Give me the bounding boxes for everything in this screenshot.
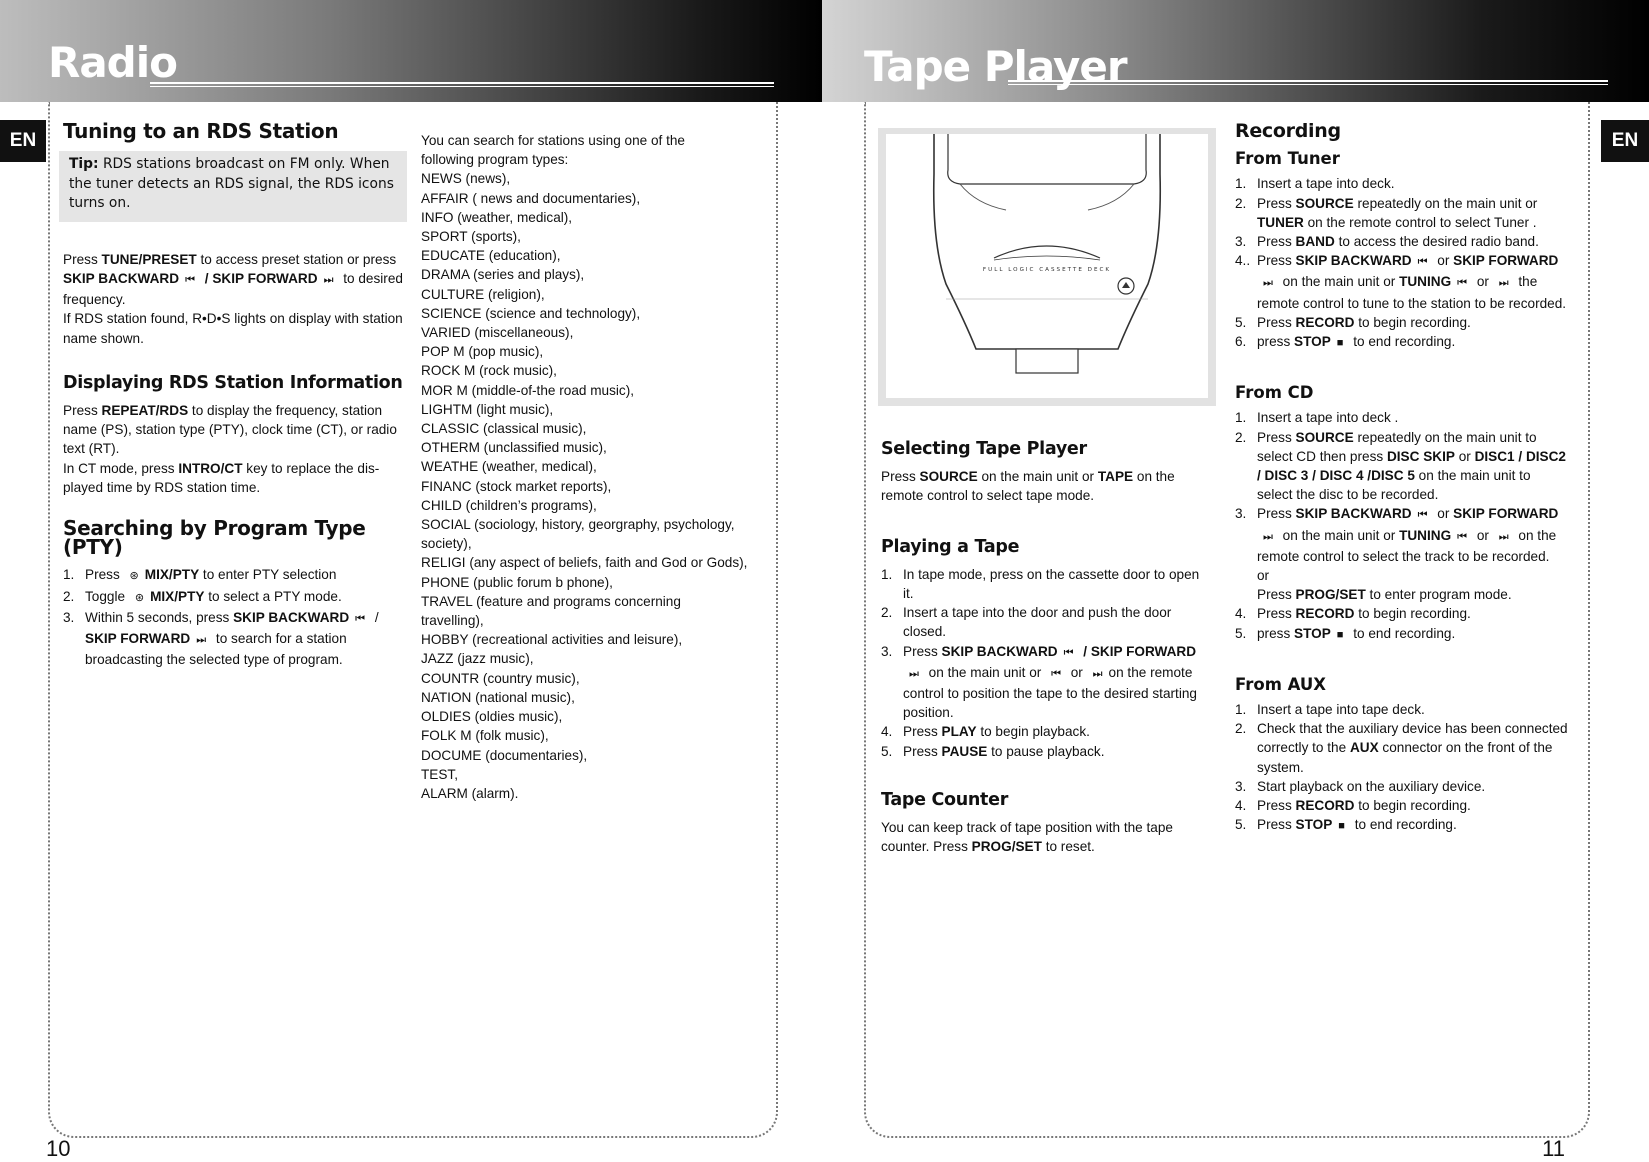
list-item: 2. Toggle ⊛ MIX/PTY to select a PTY mode. xyxy=(63,587,403,608)
tape-column xyxy=(881,440,1213,856)
key-label: TUNING xyxy=(1399,274,1452,290)
header-rule xyxy=(1008,80,1608,85)
section-rds-tuning xyxy=(63,119,403,348)
text: to enter PTY selection xyxy=(199,567,337,583)
list-item: 2. Check that the auxiliary device has been connected correctly to the AUX connector on the front of the system. xyxy=(1235,721,1568,775)
key-label: SOURCE xyxy=(1295,429,1354,445)
key-label: RECORD xyxy=(1295,314,1355,330)
section-heading: Selecting Tape Player xyxy=(881,439,1087,459)
tip-text: RDS stations broadcast on FM only. When the tuner detects an RDS signal, the RDS icons turns on. xyxy=(69,156,394,212)
language-tab: EN xyxy=(0,120,46,162)
text: In tape mode, press on the cassette door to open it. xyxy=(903,566,1200,602)
text: Press xyxy=(63,251,102,267)
pty-type-item: INFO (weather, medical), xyxy=(421,209,573,225)
subsection-heading: From AUX xyxy=(1235,674,1327,694)
skip-backward-icon: ⏮ xyxy=(1051,667,1061,680)
skip-backward-icon: ⏮ xyxy=(1457,530,1468,543)
key-label: SKIP FORWARD xyxy=(85,630,191,646)
text: repeatedly on the main unit to select CD then press xyxy=(1257,429,1537,464)
section-selecting-tape xyxy=(881,440,1213,506)
list-item: 2. Press SOURCE repeatedly on the main unit or TUNER on the remote control to select Tuner . xyxy=(1235,195,1538,230)
pty-type-item: travelling), xyxy=(421,613,484,629)
text: Insert a tape into the door and push the door closed. xyxy=(903,605,1172,640)
cassette-deck-image xyxy=(878,128,1216,406)
section-heading: Recording xyxy=(1235,120,1341,142)
text: to end recording. xyxy=(1350,817,1457,833)
paragraph xyxy=(63,250,403,310)
subsection-heading: From CD xyxy=(1235,383,1314,403)
skip-backward-icon: ⏮ xyxy=(1417,256,1428,269)
pty-type-item: PHONE (public forum b phone), xyxy=(421,574,613,590)
skip-forward-icon: ⏭ xyxy=(1263,530,1273,543)
skip-backward-icon: ⏮ xyxy=(355,612,366,625)
paragraph xyxy=(63,401,403,459)
text: to pause playback. xyxy=(987,743,1105,759)
pty-type-item: OLDIES (oldies music), xyxy=(421,709,563,725)
pty-type-item: JAZZ (jazz music), xyxy=(421,651,534,667)
section-rds-info xyxy=(63,374,403,497)
pty-type-list xyxy=(421,169,761,803)
text: Press xyxy=(1257,195,1296,211)
pty-type-item: MOR M (middle-of-the road music), xyxy=(421,382,635,398)
list-item: 1. Insert a tape into deck. xyxy=(1235,176,1395,192)
tip-label: Tip: xyxy=(69,156,99,173)
pty-type-item: VARIED (miscellaneous), xyxy=(421,325,574,341)
key-label: PROG/SET xyxy=(1295,587,1366,603)
text: or xyxy=(1433,506,1454,522)
list-item: 3. Press SKIP BACKWARD ⏮ / SKIP FORWARD⏭ on the main unit or ⏮ or ⏭ on the remote control to position the tape to the desired starting position. xyxy=(881,643,1197,721)
skip-backward-icon: ⏮ xyxy=(1457,277,1468,290)
steps-list xyxy=(881,565,1213,761)
text: to select a PTY mode. xyxy=(204,588,342,604)
key-label: RECORD xyxy=(1295,606,1355,622)
list-item: 1. In tape mode, press on the cassette door to open it. xyxy=(881,566,1200,602)
section-heading: Searching by Program Type (PTY) xyxy=(63,515,366,560)
text: the remote control to tune to the station to be recorded. xyxy=(1257,274,1567,311)
section-pty-search xyxy=(63,515,403,669)
pty-type-item: CHILD (children’s programs), xyxy=(421,497,597,513)
list-item: 5. Press STOP ■ to end recording. xyxy=(1235,815,1569,836)
key-label: REPEAT/RDS xyxy=(101,402,189,418)
deck-label: FULL LOGIC CASSETTE DECK xyxy=(982,267,1112,273)
skip-forward-icon: ⏭ xyxy=(196,633,207,646)
key-label: RECORD xyxy=(1295,798,1355,814)
key-label: TAPE xyxy=(1097,469,1134,485)
text: Start playback on the auxiliary device. xyxy=(1257,778,1486,794)
key-label: STOP xyxy=(1295,817,1333,833)
stop-icon: ■ xyxy=(1336,337,1344,350)
text: key to replace the dis-played time by RDS station time. xyxy=(63,460,380,495)
key-label: SOURCE xyxy=(919,469,978,485)
key-label: MIX/PTY xyxy=(144,567,200,583)
mix-icon: ⊛ xyxy=(134,591,145,604)
text: Press xyxy=(1257,253,1296,269)
pty-type-item: EDUCATE (education), xyxy=(421,248,561,264)
text: In CT mode, press xyxy=(63,460,179,476)
list-item: 2. Insert a tape into the door and push the door closed. xyxy=(881,605,1172,640)
skip-backward-icon: ⏮ xyxy=(1417,509,1428,522)
list-item: 3. Press BAND to access the desired radio band. xyxy=(1235,234,1539,250)
pty-intro: You can search for stations using one of the following program types: xyxy=(421,133,685,168)
key-label: AUX xyxy=(1349,740,1379,756)
text: on the main unit or xyxy=(1278,274,1400,290)
text: on the main unit or xyxy=(977,469,1098,485)
text: to begin playback. xyxy=(976,724,1090,740)
text: to enter program mode. xyxy=(1365,587,1512,603)
text: Check that the auxiliary device has been connected correctly to the xyxy=(1257,721,1568,756)
text: Press xyxy=(881,469,920,485)
text: Press xyxy=(1257,234,1296,250)
text: or xyxy=(1473,527,1493,543)
text: Press xyxy=(903,724,942,740)
image-frame xyxy=(886,134,1208,398)
text: Insert a tape into deck . xyxy=(1257,410,1399,426)
pty-type-item: TRAVEL (feature and programs concerning xyxy=(421,593,681,609)
pty-type-item: society), xyxy=(421,536,472,552)
pty-type-item: FOLK M (folk music), xyxy=(421,728,549,744)
pty-type-item: NATION (national music), xyxy=(421,689,575,705)
text: to end recording. xyxy=(1349,334,1456,350)
text: on the remote control to select Tuner . xyxy=(1303,214,1537,230)
text: Press xyxy=(85,567,124,583)
key-label: SKIP BACKWARD xyxy=(63,270,180,286)
text: on the main unit to select the disc to be recorded. xyxy=(1257,468,1531,503)
text: or xyxy=(1454,448,1475,464)
list-item: 1. Insert a tape into tape deck. xyxy=(1235,702,1425,718)
text: / xyxy=(371,609,379,625)
list-item: 5. press STOP ■ to end recording. xyxy=(1235,624,1569,645)
pty-type-item: TEST, xyxy=(421,766,459,782)
key-label: BAND xyxy=(1295,234,1335,250)
pty-type-item: COUNTR (country music), xyxy=(421,670,580,686)
text: Press xyxy=(1257,587,1296,603)
list-item xyxy=(1235,251,1569,313)
text: to access preset station or press xyxy=(196,251,397,267)
key-label: TUNER xyxy=(1257,214,1304,230)
text: Press xyxy=(1257,606,1296,622)
mix-icon: ⊛ xyxy=(129,570,139,583)
language-tab: EN xyxy=(1601,120,1649,162)
list-item: 3. Press SKIP BACKWARD ⏮ or SKIP FORWARD⏭ on the main unit or TUNING ⏮ or ⏭ on the remote control to select the track to be recorded. or Press PROG/SET to enter program mode. xyxy=(1235,506,1559,603)
text: on the remote control to select tape mode. xyxy=(881,469,1175,504)
pty-type-item: RELIGI (any aspect of beliefs, faith and God or Gods), xyxy=(421,555,748,571)
text: to search for a station broadcasting the selected type of program. xyxy=(85,630,347,668)
skip-backward-icon: ⏮ xyxy=(1063,646,1074,659)
section-heading: Tape Counter xyxy=(881,789,1009,810)
text: on the remote control to select the track to be recorded. xyxy=(1257,527,1557,564)
skip-forward-icon: ⏭ xyxy=(1498,277,1509,290)
section-playing-tape xyxy=(881,538,1213,761)
text: connector on the front of the system. xyxy=(1257,740,1553,775)
pty-type-item: ROCK M (rock music), xyxy=(421,363,557,379)
list-item: 1. Insert a tape into deck . xyxy=(1235,410,1399,426)
pty-type-item: SPORT (sports), xyxy=(421,229,521,245)
text: You can keep track of tape position with the tape counter. Press xyxy=(881,820,1173,855)
pty-type-item: HOBBY (recreational activities and leisure), xyxy=(421,632,683,648)
key-label: STOP xyxy=(1294,625,1331,641)
pty-type-item: DOCUME (documentaries), xyxy=(421,747,588,763)
list-item: 5. Press PAUSE to pause playback. xyxy=(881,743,1105,759)
header-band xyxy=(0,0,822,102)
steps-list-tuner xyxy=(1235,174,1569,353)
list-item: 3. Within 5 seconds, press SKIP BACKWARD ⏮ / SKIP FORWARD ⏭ to search for a station broadcasting the selected type of program. xyxy=(63,609,379,668)
pty-type-item: FINANC (stock market reports), xyxy=(421,478,612,494)
text: or xyxy=(1257,568,1270,584)
skip-forward-icon: ⏭ xyxy=(1498,530,1509,543)
list-item: 4. Press RECORD to begin recording. xyxy=(1235,798,1471,814)
pty-type-item: LIGHTM (light music), xyxy=(421,401,554,417)
text: on the remote control to position the tape to the desired starting position. xyxy=(903,664,1197,721)
key-label: DISC1 / DISC2 / DISC 3 / DISC 4 /DISC 5 xyxy=(1257,448,1566,484)
text: Press xyxy=(1257,314,1296,330)
key-label: TUNING xyxy=(1399,527,1452,543)
section-heading: Displaying RDS Station Information xyxy=(63,372,403,393)
key-label: PLAY xyxy=(941,724,977,740)
paragraph xyxy=(881,467,1213,505)
key-label: SKIP BACKWARD xyxy=(233,609,350,625)
key-label: SKIP BACKWARD xyxy=(1295,506,1412,522)
list-item: 5. Press RECORD to begin recording. xyxy=(1235,314,1471,330)
steps-list-cd xyxy=(1235,408,1569,644)
text: / xyxy=(200,270,213,286)
page-number: 10 xyxy=(46,1136,71,1161)
text: press xyxy=(1257,625,1295,641)
key-label: / SKIP FORWARD xyxy=(1079,643,1197,659)
page-left xyxy=(0,0,822,1162)
text: Insert a tape into tape deck. xyxy=(1257,702,1425,718)
cassette-deck-illustration xyxy=(886,134,1208,398)
skip-forward-icon: ⏭ xyxy=(1263,277,1273,290)
key-label: PAUSE xyxy=(941,743,988,759)
page-number: 11 xyxy=(1542,1136,1565,1161)
list-item: 4. Press PLAY to begin playback. xyxy=(881,724,1090,740)
steps-list-aux xyxy=(1235,700,1569,836)
text: on the main unit or xyxy=(924,664,1046,680)
key-label: SOURCE xyxy=(1295,195,1354,211)
page-title: Tape Player xyxy=(864,42,1127,91)
tip-box xyxy=(59,151,407,222)
key-label: TUNE/PRESET xyxy=(101,251,197,267)
key-label: DISC SKIP xyxy=(1386,448,1455,464)
pty-type-item: POP M (pop music), xyxy=(421,344,544,360)
paragraph xyxy=(881,818,1213,856)
text: Toggle xyxy=(85,588,129,604)
key-label: SKIP BACKWARD xyxy=(941,643,1058,659)
text: to begin recording. xyxy=(1354,314,1471,330)
pty-type-item: SOCIAL (sociology, history, georgraphy, psychology, xyxy=(421,517,735,533)
text: or xyxy=(1433,253,1454,269)
text: to reset. xyxy=(1041,839,1095,855)
text: to end recording. xyxy=(1349,625,1456,641)
left-column xyxy=(63,119,403,669)
list-item: 4. Press RECORD to begin recording. xyxy=(1235,606,1471,622)
text: press xyxy=(1257,334,1295,350)
text: on the main unit or xyxy=(1278,527,1400,543)
pty-type-item: CLASSIC (classical music), xyxy=(421,421,587,437)
list-item: 2. Press SOURCE repeatedly on the main unit to select CD then press DISC SKIP or DISC1 / DISC2 / DISC 3 / DISC 4 /DISC 5 on the main unit to select the disc to be recorded. xyxy=(1235,429,1566,503)
pty-type-item: DRAMA (series and plays), xyxy=(421,267,585,283)
text: Press xyxy=(63,402,102,418)
pty-type-item: WEATHE (weather, medical), xyxy=(421,459,597,475)
text: Press xyxy=(903,743,942,759)
text: or xyxy=(1473,274,1493,290)
subsection-heading: From Tuner xyxy=(1235,149,1340,169)
key-label: SKIP FORWARD xyxy=(1453,506,1559,522)
key-label: SKIP FORWARD xyxy=(212,270,318,286)
text: to desired frequency. xyxy=(63,270,403,308)
text: to begin recording. xyxy=(1354,798,1471,814)
text: to display the frequency, station name (PS), station type (PTY), clock time (CT), or radio text (RT). xyxy=(63,402,397,457)
text: to begin recording. xyxy=(1354,606,1471,622)
pty-type-item: ALARM (alarm). xyxy=(421,785,519,801)
text: Within 5 seconds, press xyxy=(85,609,234,625)
key-label: SKIP BACKWARD xyxy=(1295,253,1412,269)
skip-forward-icon: ⏭ xyxy=(909,667,919,680)
key-label: STOP xyxy=(1294,334,1331,350)
pty-types-column xyxy=(421,131,761,803)
skip-forward-icon: ⏭ xyxy=(1092,667,1103,680)
pty-type-item: NEWS (news), xyxy=(421,171,511,187)
list-item: 6. press STOP ■ to end recording. xyxy=(1235,332,1569,353)
section-tape-counter xyxy=(881,791,1213,857)
text: Press xyxy=(903,643,942,659)
skip-backward-icon: ⏮ xyxy=(185,273,195,286)
item-number: 4.. xyxy=(1235,253,1251,269)
paragraph xyxy=(63,459,403,497)
stop-icon: ■ xyxy=(1338,820,1345,833)
key-label: MIX/PTY xyxy=(150,588,205,604)
stop-icon: ■ xyxy=(1336,628,1344,641)
pty-type-item: CULTURE (religion), xyxy=(421,286,545,302)
list-item: 1. Press ⊛ MIX/PTY to enter PTY selection xyxy=(63,565,403,586)
section-heading: Playing a Tape xyxy=(881,536,1020,557)
text: Press xyxy=(1257,429,1296,445)
key-label: INTRO/CT xyxy=(178,460,243,476)
section-heading: Tuning to an RDS Station xyxy=(63,119,339,143)
pty-type-item: AFFAIR ( news and documentaries), xyxy=(421,190,641,206)
recording-column xyxy=(1235,122,1569,837)
skip-forward-icon: ⏭ xyxy=(323,273,334,286)
text: Press xyxy=(1257,798,1296,814)
text: Insert a tape into deck. xyxy=(1257,176,1395,192)
key-label: PROG/SET xyxy=(971,839,1042,855)
text: Press xyxy=(1257,817,1296,833)
pty-type-item: SCIENCE (science and technology), xyxy=(421,305,641,321)
text: Press xyxy=(1257,506,1296,522)
text: repeatedly on the main unit or xyxy=(1353,195,1538,211)
page-title: Radio xyxy=(48,38,177,87)
list-item: 3. Start playback on the auxiliary device. xyxy=(1235,778,1486,794)
paragraph: If RDS station found, R•D•S lights on display with station name shown. xyxy=(63,311,403,346)
key-label: SKIP FORWARD xyxy=(1453,253,1559,269)
steps-list xyxy=(63,565,403,669)
header-rule xyxy=(150,82,774,87)
pty-type-item: OTHERM (unclassified music), xyxy=(421,440,607,456)
text: to access the desired radio band. xyxy=(1334,234,1539,250)
header-band xyxy=(822,0,1649,102)
text: or xyxy=(1066,664,1087,680)
